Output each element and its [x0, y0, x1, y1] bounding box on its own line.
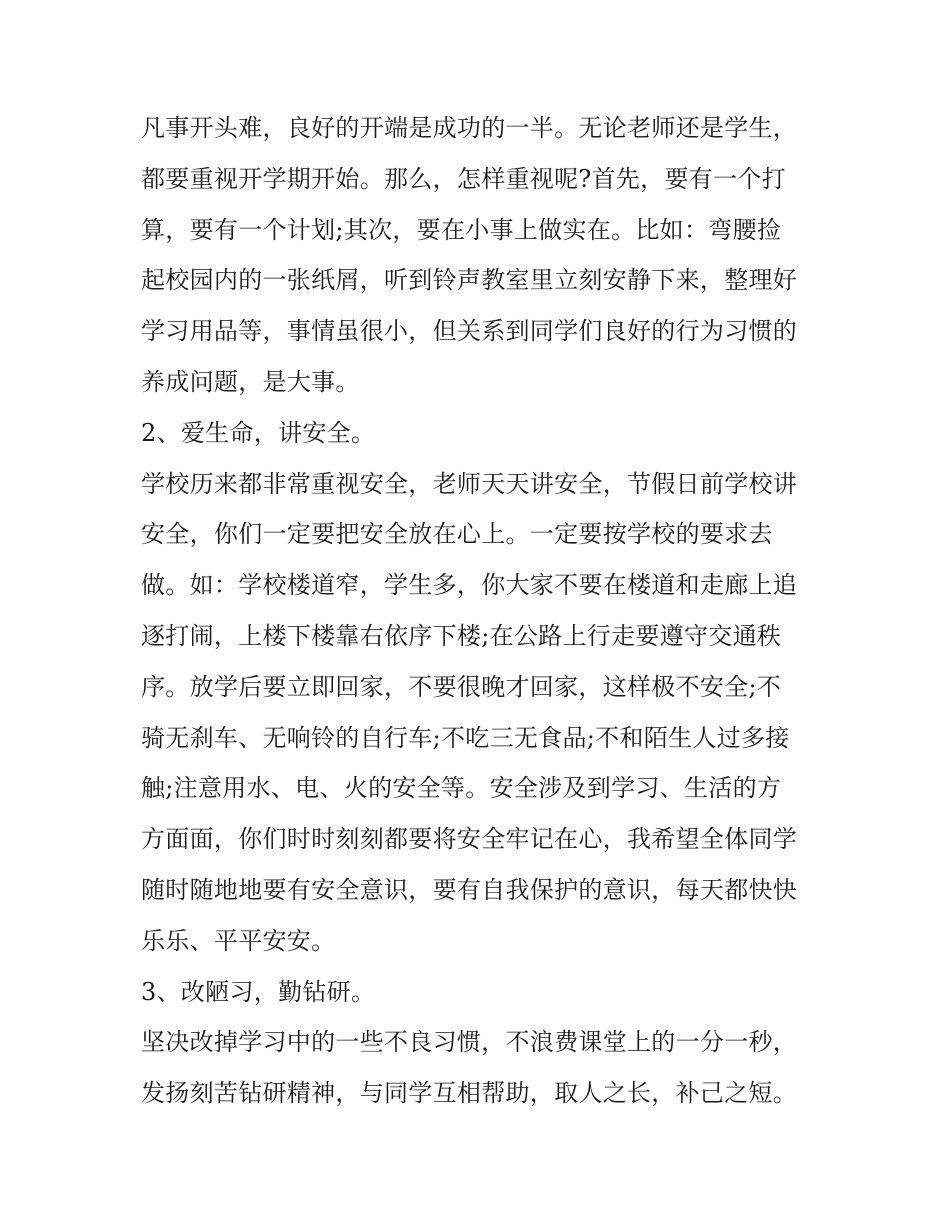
text-line: 发扬刻苦钻研精神，与同学互相帮助，取人之长，补己之短。 [141, 1079, 798, 1108]
text-line: 触;注意用水、电、火的安全等。安全涉及到学习、生活的方 [141, 774, 782, 803]
text-line: 逐打闹，上楼下楼靠右依序下楼;在公路上行走要遵守交通秩 [141, 621, 782, 650]
text-line: 安全，你们一定要把安全放在心上。一定要按学校的要求去 [141, 520, 773, 549]
section-heading: 2、爱生命，讲安全。 [141, 418, 376, 447]
text-line: 起校园内的一张纸屑，听到铃声教室里立刻安静下来，整理好 [141, 266, 798, 295]
document-body [141, 103, 821, 1119]
text-line: 做。如：学校楼道窄，学生多，你大家不要在楼道和走廊上追 [141, 571, 798, 600]
text-line: 随时随地地要有安全意识，要有自我保护的意识，每天都快快 [141, 875, 798, 904]
text-line: 方面面，你们时时刻刻都要将安全牢记在心，我希望全体同学 [141, 825, 798, 854]
text-line: 养成问题，是大事。 [141, 367, 360, 396]
text-line: 算，要有一个计划;其次，要在小事上做实在。比如：弯腰捡 [141, 215, 782, 244]
section-heading: 3、改陋习，勤钻研。 [141, 977, 376, 1006]
text-line: 凡事开头难，良好的开端是成功的一半。无论老师还是学生， [141, 114, 798, 142]
text-line: 都要重视开学期开始。那么，怎样重视呢?首先，要有一个打 [141, 164, 786, 193]
text-line: 序。放学后要立即回家，不要很晚才回家，这样极不安全;不 [141, 672, 782, 701]
text-line: 骑无刹车、无响铃的自行车;不吃三无食品;不和陌生人过多接 [141, 723, 790, 752]
text-line: 坚决改掉学习中的一些不良习惯，不浪费课堂上的一分一秒， [141, 1028, 798, 1057]
text-line: 学习用品等，事情虽很小，但关系到同学们良好的行为习惯的 [141, 317, 798, 346]
text-line: 学校历来都非常重视安全，老师天天讲安全，节假日前学校讲 [141, 469, 798, 498]
text-line: 乐乐、平平安安。 [141, 926, 336, 955]
